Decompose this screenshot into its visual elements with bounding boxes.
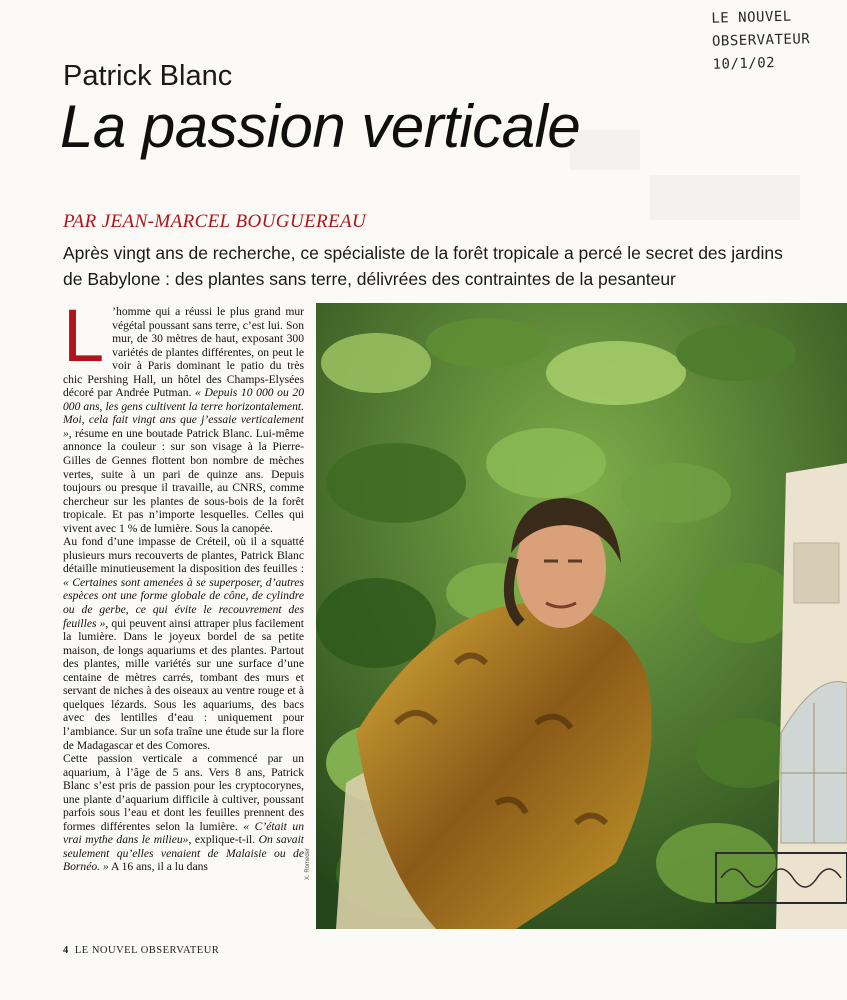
vertical-garden-illustration bbox=[316, 303, 847, 929]
show-through-texture bbox=[560, 120, 820, 230]
quote: On savait seulement qu’elles venaient de Malaisie ou de Bornéo. » bbox=[63, 833, 304, 874]
handwritten-line: LE NOUVEL bbox=[711, 8, 792, 27]
handwritten-source-note bbox=[711, 4, 843, 76]
paragraph-2 bbox=[63, 535, 304, 752]
article-byline: PAR JEAN-MARCEL BOUGUEREAU bbox=[63, 211, 367, 232]
paragraph-1 bbox=[63, 305, 304, 535]
article-kicker: Patrick Blanc bbox=[63, 60, 233, 92]
article-standfirst: Après vingt ans de recherche, ce spécialiste de la forêt tropicale a percé le secret des jardins de Babylone : des plantes sans terre, délivrées des contraintes de la pesanteur bbox=[63, 243, 783, 289]
body-text: A 16 ans, il a lu dans bbox=[108, 860, 208, 874]
magazine-name: LE NOUVEL OBSERVATEUR bbox=[74, 945, 220, 956]
article-title: La passion verticale bbox=[60, 93, 581, 160]
drop-cap: L bbox=[63, 305, 105, 377]
body-text: , résume en une boutade Patrick Blanc. Lui-même annonce la couleur : sur son visage à la Pierre-Gilles de Gennes flottent bon nombre de mèches vertes, suite à un pari de quinze ans. Depuis toujours ou presque il travaille, au CNRS, comme chercheur sur les plantes de sous-bois de la forêt tropicale. Et pas n’importe lesquelles. Celles qui vivent avec 1 % de lumière. Sous la canopée. bbox=[63, 426, 304, 535]
page-folio bbox=[63, 945, 219, 956]
show-through-shapes bbox=[560, 120, 820, 230]
handwritten-date: 10/1/02 bbox=[712, 55, 776, 73]
page-number: 4 bbox=[63, 945, 69, 956]
body-text: , qui peuvent ainsi attraper plus facilement la lumière. Dans le joyeux bordel de sa petite maison, de longs aquariums et des plantes. Partout des plantes, mille variétés sur une surface d’une centaine de mètres carrés, tombant des murs et servant de niches à des oiseaux au ventre rouge et à quelques lézards. Sous les aquariums, des bacs avec des lentilles d’eau : uniquement pour l’ambiance. Sur un sofa traîne une étude sur la flore de Madagascar et des Comores. bbox=[63, 616, 304, 752]
body-text: , explique-t-il. bbox=[188, 833, 259, 847]
quote: « Certaines sont amenées à se superposer, d’autres espèces ont une forme globale de cône, de cylindre ou de gerbe, ce qui évite le recouvrement des feuilles » bbox=[63, 575, 304, 630]
photo-credit: X. Romeder bbox=[305, 847, 311, 880]
body-text: Cette passion verticale a commencé par un aquarium, à l’âge de 5 ans. Vers 8 ans, Patrick Blanc s’est pris de passion pour les cryptocorynes, une plante d’aquarium difficile à cultiver, poussant parfois sous l’eau et dont les feuilles prennent des formes différentes selon la lumière. bbox=[63, 752, 304, 833]
article-body bbox=[63, 305, 304, 938]
quote: « Depuis 10 000 ou 20 000 ans, les gens cultivent la terre horizontalement. Moi, cela fait vingt ans que j’essaie verticalement » bbox=[63, 386, 304, 440]
body-text: ’homme qui a réussi le plus grand mur végétal poussant sans terre, c’est lui. Son mur, de 30 mètres de haut, exposant 300 variétés de plantes différentes, on peut le voir à Paris dominant le patio du très chic Pershing Hall, un hôtel des Champs-Elysées décoré par Andrée Putman. bbox=[63, 305, 304, 400]
body-text: Au fond d’une impasse de Créteil, où il a squatté plusieurs murs recouverts de plantes, Patrick Blanc détaille minutieusement la disposition des feuilles : bbox=[63, 535, 304, 576]
handwritten-line: OBSERVATEUR bbox=[711, 31, 811, 50]
paragraph-3 bbox=[63, 752, 304, 874]
quote: « C’était un vrai mythe dans le milieu» bbox=[63, 819, 304, 847]
portrait-photo bbox=[316, 303, 847, 929]
